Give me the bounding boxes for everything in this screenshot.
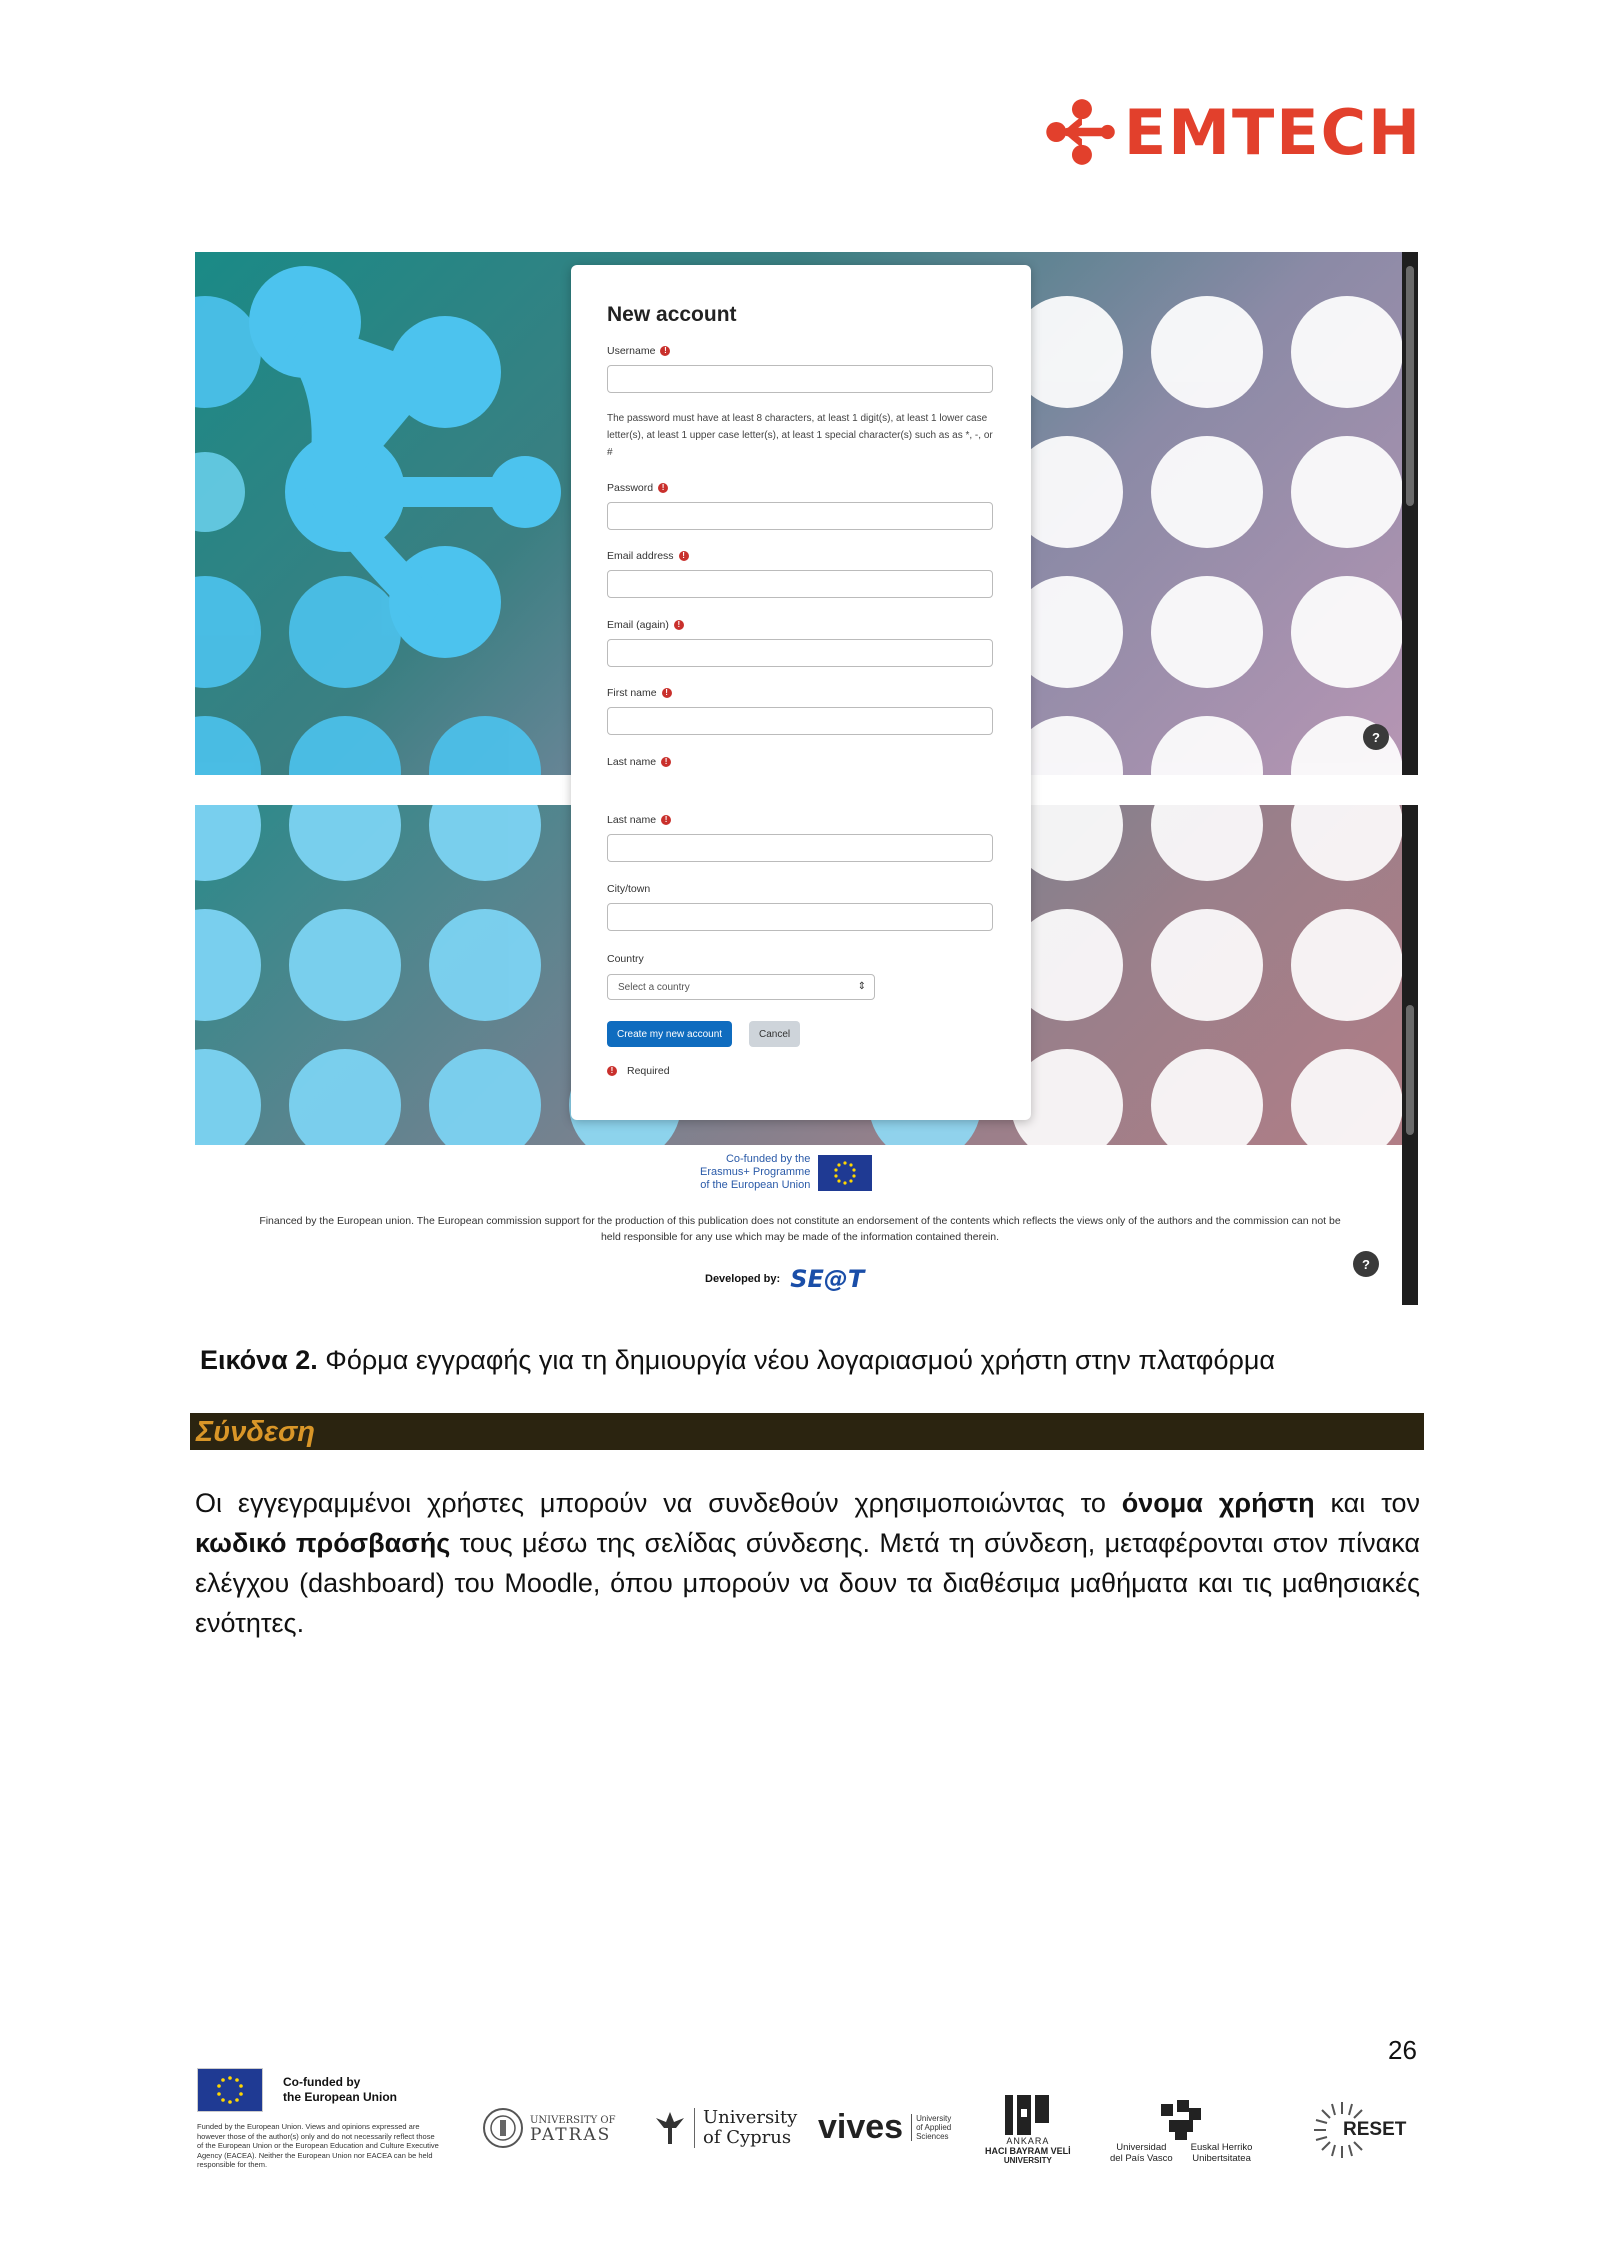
city-input[interactable] [607,903,993,931]
vives-logo: vives University of Applied Sciences [818,2108,952,2146]
finance-line1: Financed by the European union. The European commission support for the production of this publication does not constitute an endorsement of the contents which reflects the views only of the authors and the commission can not be [259,1215,1341,1227]
scrollbar-footer[interactable] [1402,1145,1418,1305]
ehu-emblem-icon [1153,2098,1209,2142]
figure-caption [200,1345,1420,1376]
last-name-label: Last name ! [607,814,671,826]
finance-line2: held responsible for any use which may be made of the information contained therein. [600,1231,1000,1243]
logo-text: EMTECH [1123,95,1422,169]
eu-flag-icon [818,1155,872,1191]
select-arrows-icon: ⇕ [857,981,866,992]
scrollbar-thumb-bottom[interactable] [1406,1005,1414,1135]
required-icon: ! [674,620,684,630]
password-hint: The password must have at least 8 characters, at least 1 digit(s), at least 1 lower case letter(s), at least 1 upper case letter(s), at least 1 special character(s) such as as *, -, or # [607,413,993,458]
required-icon: ! [661,757,671,767]
emtech-logo [1042,82,1422,182]
bold-username: όνομα χρήστη [1121,1488,1315,1518]
password-input[interactable] [607,502,993,530]
country-select-value: Select a country [618,981,690,993]
finance-note [200,1213,1400,1245]
hbv-emblem-icon [1003,2093,1053,2137]
last-name-input[interactable] [607,834,993,862]
hbv-logo: ANKARA HACI BAYRAM VELİ UNIVERSITY [985,2093,1071,2165]
page-number: 26 [1388,2035,1417,2065]
help-button-bottom[interactable]: ? [1353,1251,1379,1277]
patras-seal-icon [482,2107,524,2149]
help-button[interactable]: ? [1363,724,1389,750]
eu-line2: the European Union [283,2090,397,2104]
required-icon: ! [661,815,671,825]
new-account-form [571,265,1031,1120]
password-label: Password ! [607,482,668,494]
section-title: Σύνδεση [196,1416,315,1448]
footer-disclaimer: Funded by the European Union. Views and opinions expressed are however those of the author(s) only and do not necessarily reflect those of the European Union or the European Education and Culture Executive Agency (EACEA). Neither the European Union nor EACEA can be held responsible for them. [197,2122,439,2169]
country-select[interactable] [607,974,875,1000]
first-name-input[interactable] [607,707,993,735]
required-note: ! Required [607,1065,670,1077]
create-account-button[interactable]: Create my new account [607,1021,732,1047]
erasmus-logo [700,1153,872,1192]
country-label: Country [607,953,644,965]
caption-label: Εικόνα 2. [200,1345,318,1375]
email-input[interactable] [607,570,993,598]
username-label: Username ! [607,345,670,357]
cancel-button[interactable]: Cancel [749,1021,800,1047]
section-heading [190,1413,1424,1450]
developed-by-label: Developed by: [705,1273,781,1285]
body-paragraph: Οι εγγεγραμμένοι χρήστες μπορούν να συνδεθούν χρησιμοποιώντας το όνομα χρήστη και τον κωδικό πρόσβασής τους μέσω της σελίδας σύνδεσης. Μετά τη σύνδεση, μεταφέρονται στον πίνακα ελέγχου (dashboard) του Moodle, όπου μπορούν να δουν τα διαθέσιμα μαθήματα και τις μαθησιακές ενότητες. [195,1488,1420,1638]
email-again-input[interactable] [607,639,993,667]
last-name-label-top: Last name ! [607,756,671,768]
caption-text: Φόρμα εγγραφής για τη δημιουργία νέου λογαριασμού χρήστη στην πλατφόρμα [317,1345,1275,1375]
required-icon: ! [662,688,672,698]
city-label: City/town [607,883,651,895]
scrollbar-thumb[interactable] [1406,266,1414,506]
required-icon: ! [660,346,670,356]
reset-logo: RESET [1312,2100,1372,2160]
form-title: New account [607,303,737,326]
eu-flag-icon [197,2068,263,2112]
required-icon: ! [679,551,689,561]
email-label: Email address ! [607,550,689,562]
required-icon: ! [607,1066,617,1076]
first-name-label: First name ! [607,687,672,699]
patras-logo: UNIVERSITY OF PATRAS [482,2107,616,2149]
bold-password: κωδικό πρόσβασής [195,1528,451,1558]
developed-by [705,1265,864,1293]
emtech-logo-icon [1042,82,1122,182]
cyprus-logo: University of Cyprus [652,2108,797,2148]
seit-logo: SE@T [790,1265,865,1293]
footer-eu-logo [197,2068,397,2112]
scrollbar-bottom[interactable] [1402,805,1418,1145]
erasmus-line2: Erasmus+ Programme [700,1166,811,1178]
ehu-logo: Universidad del País Vasco Euskal Herriko Unibertsitatea [1110,2098,1252,2164]
email-again-label: Email (again) ! [607,619,684,631]
eu-line1: Co-funded by [283,2075,361,2089]
username-input[interactable] [607,365,993,393]
erasmus-line1: Co-funded by the [725,1153,811,1165]
erasmus-line3: of the European Union [700,1179,811,1191]
cyprus-tree-icon [652,2108,688,2148]
scrollbar-top[interactable] [1402,252,1418,775]
screenshot-footer [195,1145,1418,1305]
required-icon: ! [658,483,668,493]
